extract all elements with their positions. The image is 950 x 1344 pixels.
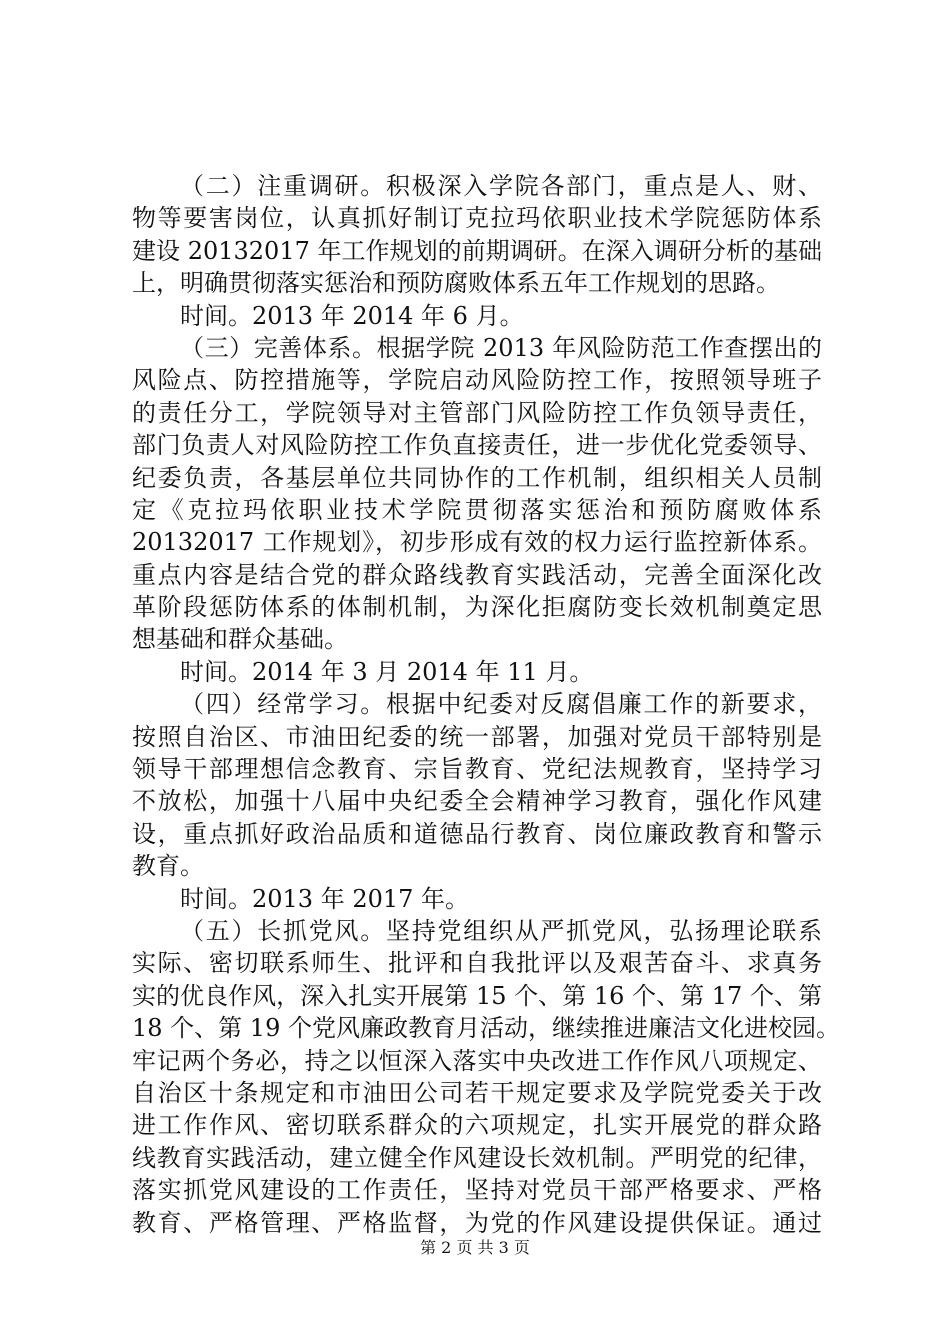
text-line: 20132017 工作规划》，初步形成有效的权力运行监控新体系。 — [132, 528, 822, 557]
text-line: 实际、密切联系师生、批评和自我批评以及艰苦奋斗、求真务 — [132, 949, 822, 978]
text-line: 按照自治区、市油田纪委的统一部署，加强对党员干部特别是 — [132, 722, 822, 751]
text-line: （二）注重调研。积极深入学院各部门，重点是人、财、 — [180, 172, 822, 200]
text-line: 教育。 — [132, 852, 204, 881]
text-line: 风险点、防控措施等，学院启动风险防控工作，按照领导班子 — [132, 366, 822, 395]
text-line: （五）长抓党风。坚持党组织从严抓党风，弘扬理论联系 — [180, 916, 822, 945]
document-body — [132, 170, 840, 1239]
text-line: 自治区十条规定和市油田公司若干规定要求及学院党委关于改 — [132, 1078, 822, 1107]
text-line: 定《克拉玛依职业技术学院贯彻落实惩治和预防腐败体系 — [132, 495, 822, 524]
text-line: 重点内容是结合党的群众路线教育实践活动，完善全面深化改 — [132, 560, 822, 589]
text-line: 设，重点抓好政治品质和道德品行教育、岗位廉政教育和警示 — [132, 819, 822, 848]
text-line: 牢记两个务必，持之以恒深入落实中央改进工作作风八项规定、 — [132, 1046, 822, 1075]
text-line: 18 个、第 19 个党风廉政教育月活动，继续推进廉洁文化进校园。 — [132, 1014, 840, 1043]
text-line: （四）经常学习。根据中纪委对反腐倡廉工作的新要求， — [180, 690, 822, 719]
text-line: 上，明确贯彻落实惩治和预防腐败体系五年工作规划的思路。 — [132, 269, 780, 298]
text-line: 线教育实践活动，建立健全作风建设长效机制。严明党的纪律， — [132, 1143, 822, 1172]
text-line: 时间。2014 年 3 月 2014 年 11 月。 — [180, 657, 594, 686]
text-line: 革阶段惩防体系的体制机制，为深化拒腐防变长效机制奠定思 — [132, 593, 822, 622]
text-line: （三）完善体系。根据学院 2013 年风险防范工作查摆出的 — [180, 333, 822, 362]
text-line: 落实抓党风建设的工作责任，坚持对党员干部严格要求、严格 — [132, 1176, 822, 1205]
text-line: 时间。2013 年 2017 年。 — [180, 884, 470, 913]
text-line: 实的优良作风，深入扎实开展第 15 个、第 16 个、第 17 个、第 — [132, 981, 822, 1010]
text-line: 纪委负责，各基层单位共同协作的工作机制，组织相关人员制 — [132, 463, 822, 492]
text-line: 部门负责人对风险防控工作负直接责任，进一步优化党委领导、 — [132, 431, 822, 460]
text-line: 领导干部理想信念教育、宗旨教育、党纪法规教育，坚持学习 — [132, 755, 822, 784]
page-footer: 第 2 页 共 3 页 — [420, 1238, 530, 1257]
text-line: 物等要害岗位，认真抓好制订克拉玛依职业技术学院惩防体系 — [132, 204, 822, 233]
text-line: 进工作作风、密切联系群众的六项规定，扎实开展党的群众路 — [132, 1111, 822, 1140]
text-line: 想基础和群众基础。 — [132, 625, 348, 654]
text-line: 建设 20132017 年工作规划的前期调研。在深入调研分析的基础 — [132, 236, 822, 265]
text-line: 的责任分工，学院领导对主管部门风险防控工作负领导责任， — [132, 398, 822, 427]
text-line: 教育、严格管理、严格监督，为党的作风建设提供保证。通过 — [132, 1208, 822, 1237]
text-line: 时间。2013 年 2014 年 6 月。 — [180, 301, 524, 330]
text-line: 不放松，加强十八届中央纪委全会精神学习教育，强化作风建 — [132, 787, 822, 816]
